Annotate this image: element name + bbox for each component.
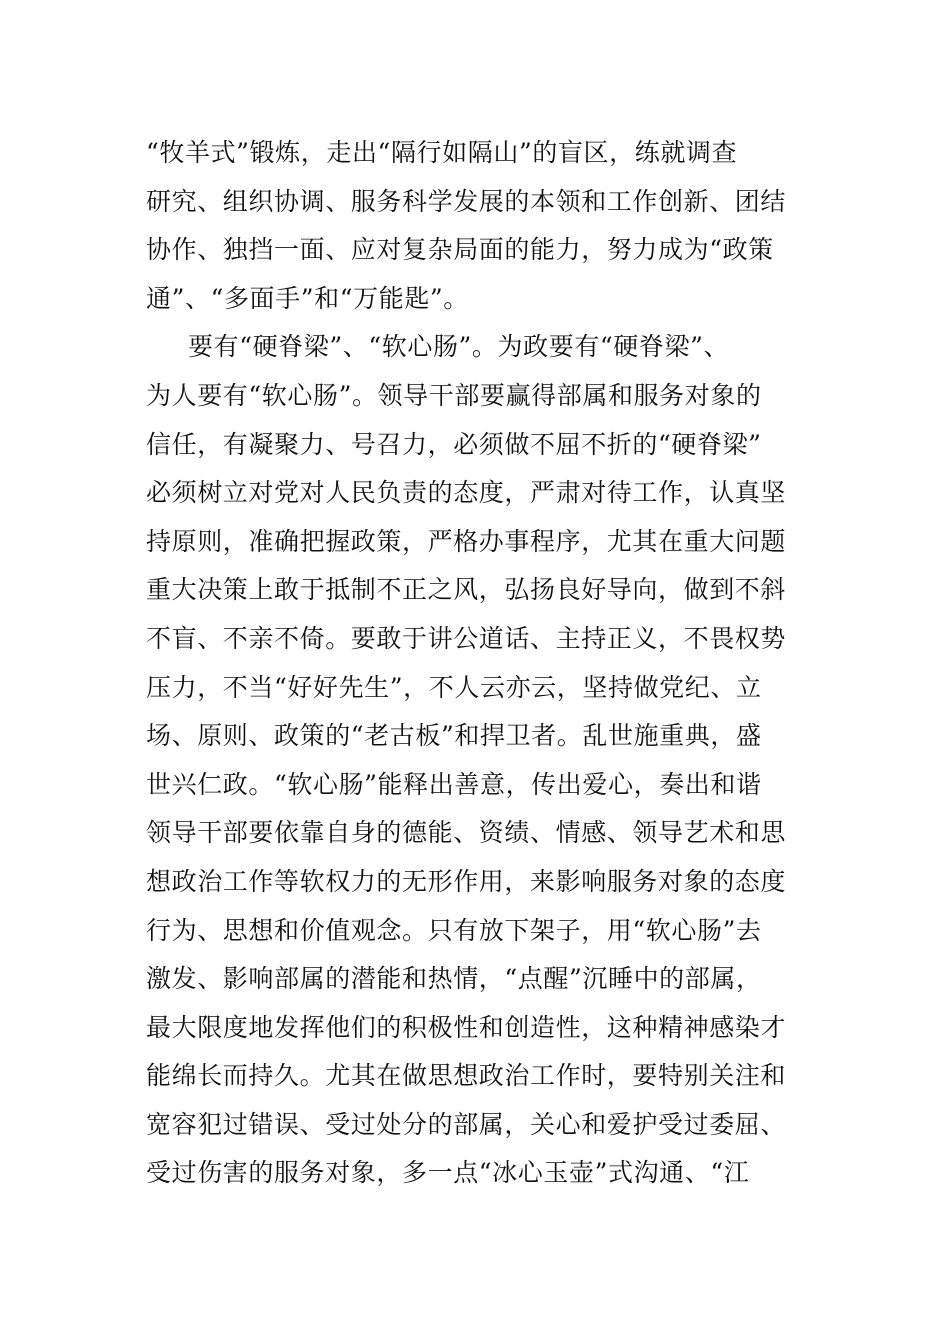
text-line: 不盲、不亲不倚。要敢于讲公道话、主持正义，不畏权势 — [146, 623, 787, 653]
text-line: 信任，有凝聚力、号召力，必须做不屈不折的“硬脊梁” — [146, 429, 762, 459]
text-line: 领导干部要依靠自身的德能、资绩、情感、领导艺术和思 — [146, 818, 787, 848]
text-line: “牧羊式”锻炼，走出“隔行如隔山”的盲区，练就调查 — [146, 138, 738, 167]
text-line: 激发、影响部属的潜能和热情，“点醒”沉睡中的部属， — [146, 964, 762, 994]
text-line: 持原则，准确把握政策，严格办事程序，尤其在重大问题 — [146, 526, 787, 556]
text-line: 想政治工作等软权力的无形作用，来影响服务对象的态度 — [146, 866, 787, 896]
text-line: 重大决策上敢于抵制不正之风，弘扬良好导向，做到不斜 — [146, 575, 787, 605]
text-line: 场、原则、政策的“老古板”和捍卫者。乱世施重典，盛 — [146, 721, 762, 751]
text-line: 压力，不当“好好先生”，不人云亦云，坚持做党纪、立 — [146, 672, 762, 702]
body-text — [146, 129, 816, 1198]
text-line: 通”、“多面手”和“万能匙”。 — [146, 283, 469, 313]
text-line: 行为、思想和价值观念。只有放下架子，用“软心肠”去 — [146, 915, 762, 945]
text-line: 必须树立对党对人民负责的态度，严肃对待工作，认真坚 — [146, 478, 787, 508]
text-line: 能绵长而持久。尤其在做思想政治工作时，要特别关注和 — [146, 1061, 787, 1091]
text-line: 研究、组织协调、服务科学发展的本领和工作创新、团结 — [146, 186, 787, 216]
text-line: 为人要有“软心肠”。领导干部要赢得部属和服务对象的 — [146, 380, 762, 410]
text-line: 最大限度地发挥他们的积极性和创造性，这种精神感染才 — [146, 1012, 787, 1042]
paragraph-first-line: 要有“硬脊梁”、“软心肠”。为政要有“硬脊梁”、 — [188, 332, 730, 362]
text-line: 世兴仁政。“软心肠”能释出善意，传出爱心，奏出和谐 — [146, 769, 762, 799]
text-line: 受过伤害的服务对象，多一点“冰心玉壶”式沟通、“江 — [146, 1158, 750, 1188]
text-line: 宽容犯过错误、受过处分的部属，关心和爱护受过委屈、 — [146, 1109, 787, 1139]
text-line: 协作、独挡一面、应对复杂局面的能力，努力成为“政策 — [146, 235, 774, 265]
